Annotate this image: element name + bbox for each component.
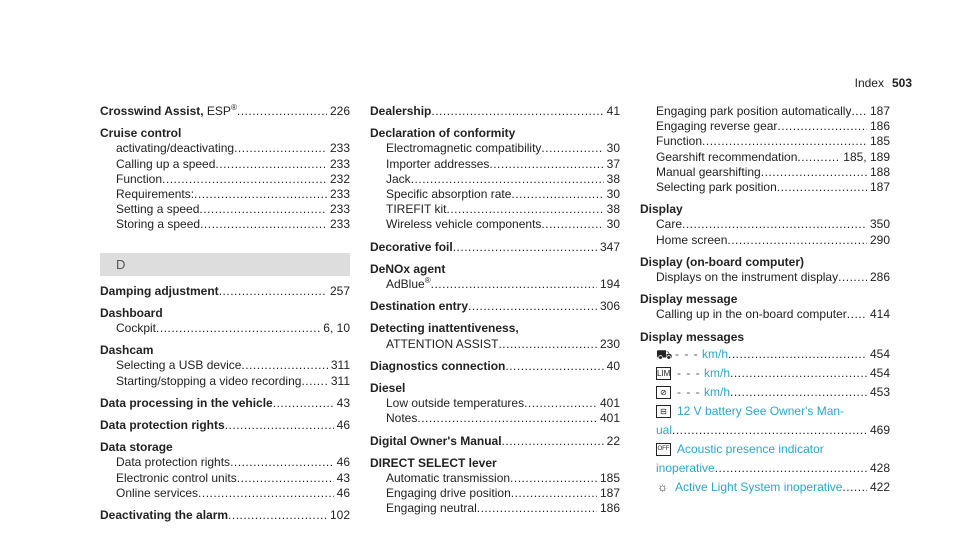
sub-entry[interactable]: Online services ..... 46 <box>100 486 350 501</box>
index-entry[interactable]: Data protection rights ..... 46 <box>100 418 350 433</box>
acoustic-off-icon: OFF <box>656 443 671 456</box>
entry-heading: DeNOx agent <box>370 261 446 276</box>
entry-heading: Cruise control <box>100 126 182 141</box>
sub-entry[interactable]: Function ..... 232 <box>100 172 350 187</box>
entry-heading: Declaration of conformity <box>370 126 516 141</box>
sub-entry[interactable]: Manual gearshifting ..... 188 <box>640 165 890 180</box>
sub-entry[interactable]: Cockpit ..... 6, 10 <box>100 321 350 336</box>
sub-entry[interactable]: Storing a speed ..... 233 <box>100 217 350 232</box>
entry-heading: Display <box>640 202 683 217</box>
section-label: Index <box>854 76 884 90</box>
limiter-icon: LIM <box>657 369 671 379</box>
entry-heading: Display (on-board computer) <box>640 254 805 269</box>
battery-icon: ⊟ <box>656 405 671 418</box>
entry-heading: Display messages <box>640 329 745 344</box>
index-entry[interactable]: Diagnostics connection ..... 40 <box>370 359 620 374</box>
sub-entry-battery[interactable]: ⊟ 12 V battery See Owner's Man- <box>640 402 890 421</box>
page-number: 503 <box>891 76 912 90</box>
entry-heading: Display message <box>640 292 738 307</box>
index-entry[interactable]: Deactivating the alarm ..... 102 <box>100 508 350 523</box>
sub-entry[interactable]: Requirements: ..... 233 <box>100 187 350 202</box>
entry-heading: Data storage <box>100 440 173 455</box>
entry-heading: Dashboard <box>100 305 163 320</box>
sub-entry[interactable]: Starting/stopping a video recording ..... 311 <box>100 374 350 389</box>
sub-entry[interactable]: Care ..... 350 <box>640 217 890 232</box>
index-column-1 <box>100 104 350 523</box>
index-entry[interactable]: Decorative foil ..... 347 <box>370 240 620 255</box>
entry-term: Crosswind Assist, <box>100 104 204 118</box>
sub-entry[interactable]: Jack ..... 38 <box>370 172 620 187</box>
sub-entry[interactable]: Function ..... 185 <box>640 134 890 149</box>
sub-entry[interactable]: Automatic transmission ..... 185 <box>370 471 620 486</box>
entry-heading: DIRECT SELECT lever <box>370 455 497 470</box>
sub-entry[interactable]: Engaging reverse gear ..... 186 <box>640 119 890 134</box>
sub-entry[interactable]: TIREFIT kit ..... 38 <box>370 202 620 217</box>
registered-mark: ® <box>230 103 237 112</box>
entry-heading: Dashcam <box>100 343 154 358</box>
sub-entry[interactable]: activating/deactivating ..... 233 <box>100 141 350 156</box>
sub-entry[interactable]: Engaging park position automatically ..... 187 <box>640 104 890 119</box>
sub-entry[interactable]: Wireless vehicle components ..... 30 <box>370 217 620 232</box>
sub-entry[interactable]: Engaging drive position ..... 187 <box>370 486 620 501</box>
sub-entry[interactable]: Displays on the instrument display ..... 286 <box>640 270 890 285</box>
entry-heading: Diesel <box>370 381 406 396</box>
entry-suffix: ESP <box>203 104 231 118</box>
entry-heading: Detecting inattentiveness, <box>370 321 519 336</box>
distance-warning-icon: ⛟ <box>656 347 673 363</box>
sub-entry-acoustic-cont[interactable]: inoperative ..... 428 <box>640 459 890 478</box>
speed-limit-icon: ⊘ <box>656 386 671 399</box>
sub-entry-light[interactable]: ☼ Active Light System inoperative ..... 422 <box>640 478 890 497</box>
index-entry[interactable]: Digital Owner's Manual ..... 22 <box>370 434 620 449</box>
sub-entry[interactable]: Notes ..... 401 <box>370 411 620 426</box>
index-column-3 <box>640 104 890 497</box>
sub-entry[interactable]: Calling up a speed ..... 233 <box>100 157 350 172</box>
index-entry[interactable]: Destination entry ..... 306 <box>370 299 620 314</box>
sub-entry[interactable]: Selecting a USB device ..... 311 <box>100 358 350 373</box>
sub-entry[interactable]: ⊘ - - - km/h ..... 453 <box>640 383 890 402</box>
light-icon: ☼ <box>657 480 668 495</box>
page-ref: 226 <box>329 104 350 118</box>
sub-entry[interactable]: Specific absorption rate ..... 30 <box>370 187 620 202</box>
sub-entry[interactable]: Electromagnetic compatibility ..... 30 <box>370 141 620 156</box>
sub-entry[interactable]: Calling up in the on-board computer ..... 414 <box>640 307 890 322</box>
sub-entry-battery-cont[interactable]: ual ..... 469 <box>640 421 890 440</box>
sub-entry[interactable]: Low outside temperatures ..... 401 <box>370 396 620 411</box>
sub-entry[interactable]: Setting a speed ..... 233 <box>100 202 350 217</box>
index-entry[interactable] <box>100 104 350 119</box>
sub-entry[interactable]: Engaging neutral ..... 186 <box>370 501 620 516</box>
sub-entry[interactable]: Selecting park position ..... 187 <box>640 180 890 195</box>
index-column-2 <box>370 104 620 517</box>
sub-entry[interactable]: ⛟ - - - km/h ..... 454 <box>640 345 890 364</box>
sub-entry[interactable]: Home screen ..... 290 <box>640 233 890 248</box>
index-entry[interactable]: Dealership ..... 41 <box>370 104 620 119</box>
index-entry[interactable]: Data processing in the vehicle ..... 43 <box>100 396 350 411</box>
sub-entry[interactable]: LIM - - - km/h ..... 454 <box>640 364 890 383</box>
page-header <box>855 76 912 90</box>
registered-mark: ® <box>424 276 431 286</box>
sub-entry[interactable]: ATTENTION ASSIST ..... 230 <box>370 337 620 352</box>
sub-entry[interactable]: AdBlue® ..... 194 <box>370 277 620 292</box>
index-entry[interactable]: Damping adjustment ..... 257 <box>100 284 350 299</box>
sub-entry[interactable]: Importer addresses ..... 37 <box>370 157 620 172</box>
sub-entry[interactable]: Electronic control units ..... 43 <box>100 471 350 486</box>
sub-entry[interactable]: Data protection rights ..... 46 <box>100 455 350 470</box>
letter-divider: D <box>100 253 350 276</box>
sub-entry-acoustic[interactable]: OFF Acoustic presence indicator <box>657 441 824 456</box>
sub-entry[interactable]: Gearshift recommendation ..... 185, 189 <box>640 150 890 165</box>
